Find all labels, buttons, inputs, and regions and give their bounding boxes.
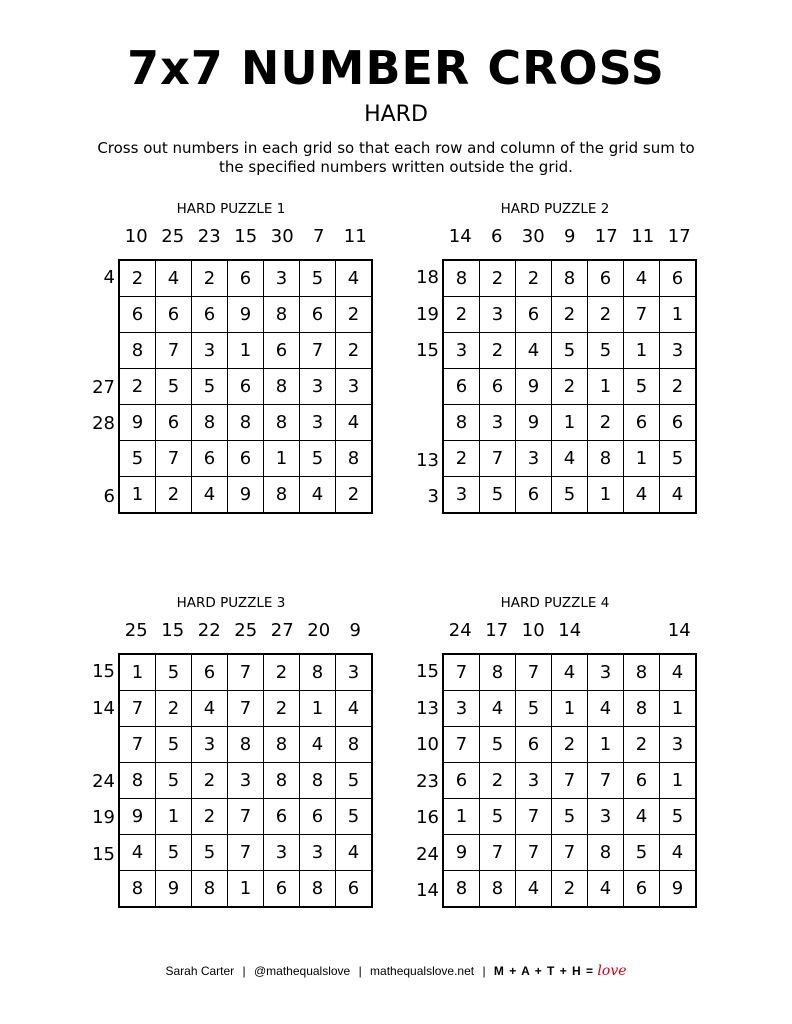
grid-row [443,260,696,297]
grid-cell[interactable]: 1 [588,727,624,763]
grid-cell[interactable]: 3 [336,369,373,405]
grid-cell[interactable]: 6 [480,369,516,405]
column-clue: 11 [343,226,367,247]
column-clue: 6 [491,226,503,247]
grid-cell[interactable]: 4 [336,835,373,871]
row-clue: 6 [103,486,115,507]
grid-cell[interactable]: 4 [516,333,552,369]
grid-row [443,763,696,799]
row-clue: 4 [103,267,115,288]
grid-cell[interactable]: 5 [156,763,192,799]
grid-cell[interactable]: 8 [480,654,516,691]
grid-row [119,691,372,727]
row-clue: 15 [416,661,439,682]
grid-cell[interactable]: 2 [588,297,624,333]
grid-cell[interactable]: 9 [228,477,264,514]
grid-cell[interactable]: 8 [228,405,264,441]
grid-cell[interactable]: 7 [516,654,552,691]
grid-cell[interactable]: 3 [264,835,300,871]
grid-cell[interactable]: 5 [119,441,156,477]
grid-cell[interactable]: 8 [264,763,300,799]
grid-row [119,441,372,477]
grid-cell[interactable]: 8 [264,405,300,441]
grid-cell[interactable]: 4 [192,477,228,514]
footer-website[interactable]: mathequalslove.net [370,964,475,978]
grid-cell[interactable]: 3 [516,763,552,799]
grid-cell[interactable]: 9 [119,405,156,441]
column-clue: 30 [521,226,545,247]
grid-cell[interactable]: 4 [588,871,624,908]
grid-cell[interactable]: 9 [119,799,156,835]
grid-cell[interactable]: 6 [156,405,192,441]
grid-cell[interactable]: 8 [443,405,480,441]
row-clue: 13 [416,449,439,471]
grid-cell[interactable]: 1 [228,871,264,908]
column-clue: 17 [594,226,618,247]
grid-cell[interactable]: 2 [156,691,192,727]
puzzle-title: HARD PUZZLE 4 [500,595,610,611]
grid-cell[interactable]: 8 [264,477,300,514]
grid-cell[interactable]: 5 [336,799,373,835]
grid-cell[interactable]: 2 [336,477,373,514]
footer-separator: | [242,964,246,978]
grid-cell[interactable]: 7 [516,835,552,871]
footer-brand-logo: M + A + T + H = [493,964,595,978]
grid-cell[interactable]: 3 [660,333,697,369]
grid-cell[interactable]: 8 [300,871,336,908]
grid-cell[interactable]: 4 [624,260,660,297]
grid-cell[interactable]: 1 [660,763,697,799]
grid-cell[interactable]: 5 [552,477,588,514]
row-clue: 19 [416,303,439,325]
grid-cell[interactable]: 3 [264,260,300,297]
column-clue: 11 [631,226,655,247]
grid-row [443,405,696,441]
grid-cell[interactable]: 7 [228,835,264,871]
grid-cell[interactable]: 2 [119,260,156,297]
grid-cell[interactable]: 6 [443,763,480,799]
grid-cell[interactable]: 3 [588,799,624,835]
grid-row [119,477,372,514]
column-clue: 22 [197,620,221,641]
grid-cell[interactable]: 5 [300,441,336,477]
column-clue: 9 [564,226,576,247]
grid-cell[interactable]: 9 [443,835,480,871]
column-clue: 20 [307,620,331,641]
grid-cell[interactable]: 3 [516,441,552,477]
grid-cell[interactable]: 4 [336,405,373,441]
grid-cell[interactable]: 8 [480,871,516,908]
grid-cell[interactable]: 2 [336,333,373,369]
grid-cell[interactable]: 8 [443,871,480,908]
grid-cell[interactable]: 4 [156,260,192,297]
grid-cell[interactable]: 6 [624,871,660,908]
grid-cell[interactable]: 9 [516,405,552,441]
footer-separator: | [358,964,362,978]
row-clue: 23 [416,770,439,792]
grid-cell[interactable]: 5 [480,799,516,835]
grid-cell[interactable]: 5 [624,369,660,405]
grid-cell[interactable]: 7 [588,763,624,799]
grid-cell[interactable]: 1 [300,691,336,727]
grid-cell[interactable]: 9 [156,871,192,908]
grid-cell[interactable]: 3 [192,333,228,369]
grid-cell[interactable]: 2 [192,260,228,297]
grid-cell[interactable]: 6 [228,441,264,477]
grid-cell[interactable]: 4 [624,477,660,514]
grid-cell[interactable]: 6 [192,654,228,691]
grid-cell[interactable]: 2 [156,477,192,514]
grid-row [443,835,696,871]
grid-cell[interactable]: 7 [480,441,516,477]
grid-cell[interactable]: 4 [300,477,336,514]
row-clue: 24 [92,770,115,792]
grid-cell[interactable]: 8 [300,763,336,799]
grid-cell[interactable]: 1 [552,691,588,727]
grid-cell[interactable]: 5 [660,441,697,477]
column-clue: 25 [161,226,185,247]
grid-cell[interactable]: 2 [552,369,588,405]
column-clue: 25 [234,620,258,641]
grid-cell[interactable]: 6 [336,871,373,908]
grid-cell[interactable]: 2 [443,297,480,333]
grid-row [443,333,696,369]
grid-cell[interactable]: 7 [443,654,480,691]
grid-cell[interactable]: 1 [264,441,300,477]
grid-cell[interactable]: 4 [588,691,624,727]
grid-cell[interactable]: 4 [516,871,552,908]
grid-cell[interactable]: 1 [588,477,624,514]
grid-row [119,763,372,799]
row-clue: 3 [427,486,439,507]
grid-cell[interactable]: 3 [443,333,480,369]
grid-cell[interactable]: 1 [588,369,624,405]
grid-cell[interactable]: 9 [516,369,552,405]
grid-cell[interactable]: 5 [624,835,660,871]
grid-row [119,799,372,835]
grid-cell[interactable]: 9 [660,871,697,908]
grid-cell[interactable]: 2 [516,260,552,297]
grid-cell[interactable]: 3 [228,763,264,799]
grid-cell[interactable]: 3 [192,727,228,763]
grid-cell[interactable]: 5 [480,727,516,763]
grid-cell[interactable]: 3 [480,405,516,441]
grid-cell[interactable]: 2 [336,297,373,333]
grid-cell[interactable]: 4 [336,260,373,297]
grid-cell[interactable]: 8 [119,333,156,369]
grid-cell[interactable]: 4 [119,835,156,871]
grid-row [443,799,696,835]
row-clue: 15 [92,843,115,865]
grid-cell[interactable]: 5 [156,727,192,763]
grid-cell[interactable]: 7 [552,835,588,871]
grid-cell[interactable]: 4 [300,727,336,763]
grid-cell[interactable]: 8 [624,691,660,727]
grid-row [443,297,696,333]
grid-cell[interactable]: 6 [300,297,336,333]
grid-cell[interactable]: 7 [228,691,264,727]
grid-cell[interactable]: 3 [300,405,336,441]
grid-cell[interactable]: 2 [552,727,588,763]
row-clue: 15 [92,661,115,682]
grid-cell[interactable]: 5 [588,333,624,369]
grid-cell[interactable]: 2 [480,763,516,799]
row-clue: 19 [92,807,115,828]
grid-row [119,727,372,763]
grid-cell[interactable]: 5 [192,369,228,405]
grid-cell[interactable]: 8 [552,260,588,297]
grid-row [443,369,696,405]
column-clue: 7 [313,226,325,247]
instructions: Cross out numbers in each grid so that each row and column of the grid sum to the specified numbers written outside the grid. [97,139,695,176]
grid-cell[interactable]: 7 [516,799,552,835]
row-clue: 10 [416,734,439,755]
grid-cell[interactable]: 6 [119,297,156,333]
number-grid [118,653,373,908]
grid-row [119,871,372,908]
grid-cell[interactable]: 1 [443,799,480,835]
difficulty-subtitle: HARD [364,102,428,127]
grid-cell[interactable]: 4 [624,799,660,835]
grid-cell[interactable]: 2 [192,763,228,799]
grid-cell[interactable]: 6 [156,297,192,333]
number-grid [118,259,373,514]
grid-cell[interactable]: 1 [624,441,660,477]
grid-cell[interactable]: 7 [300,333,336,369]
grid-cell[interactable]: 8 [443,260,480,297]
grid-row [443,477,696,514]
grid-cell[interactable]: 8 [588,835,624,871]
grid-cell[interactable]: 6 [624,405,660,441]
grid-cell[interactable]: 6 [264,799,300,835]
column-clue: 27 [270,620,294,641]
grid-cell[interactable]: 4 [480,691,516,727]
grid-cell[interactable]: 9 [228,297,264,333]
grid-row [443,654,696,691]
row-clue: 15 [416,340,439,361]
grid-cell[interactable]: 3 [443,477,480,514]
grid-cell[interactable]: 1 [624,333,660,369]
grid-cell[interactable]: 5 [480,477,516,514]
grid-cell[interactable]: 7 [552,763,588,799]
grid-cell[interactable]: 7 [228,654,264,691]
column-clue: 17 [485,620,509,641]
grid-row [119,405,372,441]
grid-cell[interactable]: 6 [264,871,300,908]
grid-row [119,654,372,691]
number-grid [442,653,697,908]
grid-cell[interactable]: 8 [624,654,660,691]
grid-cell[interactable]: 7 [156,333,192,369]
grid-cell[interactable]: 3 [300,835,336,871]
grid-cell[interactable]: 8 [336,727,373,763]
grid-cell[interactable]: 1 [660,297,697,333]
column-clue: 25 [124,620,148,641]
grid-cell[interactable]: 5 [552,799,588,835]
footer-brand-love: love [597,963,627,979]
row-clue: 13 [416,697,439,719]
grid-cell[interactable]: 3 [660,727,697,763]
grid-cell[interactable]: 2 [588,405,624,441]
grid-cell[interactable]: 5 [300,260,336,297]
grid-cell[interactable]: 7 [119,691,156,727]
column-clue: 23 [197,226,221,247]
grid-cell[interactable]: 5 [156,369,192,405]
grid-cell[interactable]: 2 [552,297,588,333]
column-clue: 15 [234,226,258,247]
grid-cell[interactable]: 8 [264,727,300,763]
column-clue: 24 [448,620,472,641]
footer-handle: @mathequalslove [253,964,351,978]
grid-row [119,260,372,297]
page-title: 7x7 NUMBER CROSS [127,41,665,95]
grid-cell[interactable]: 8 [300,654,336,691]
grid-cell[interactable]: 1 [660,691,697,727]
grid-cell[interactable]: 5 [156,654,192,691]
grid-row [443,441,696,477]
grid-cell[interactable]: 8 [119,871,156,908]
grid-cell[interactable]: 6 [516,297,552,333]
grid-cell[interactable]: 7 [228,799,264,835]
grid-cell[interactable]: 2 [480,333,516,369]
grid-cell[interactable]: 6 [192,441,228,477]
grid-cell[interactable]: 2 [119,369,156,405]
grid-cell[interactable]: 5 [192,835,228,871]
grid-cell[interactable]: 6 [516,727,552,763]
grid-cell[interactable]: 4 [660,477,697,514]
grid-cell[interactable]: 7 [156,441,192,477]
grid-cell[interactable]: 4 [660,835,697,871]
grid-cell[interactable]: 6 [660,405,697,441]
grid-cell[interactable]: 4 [552,441,588,477]
grid-cell[interactable]: 1 [119,477,156,514]
grid-cell[interactable]: 6 [516,477,552,514]
puzzle-title: HARD PUZZLE 3 [176,595,286,611]
grid-cell[interactable]: 2 [443,441,480,477]
grid-cell[interactable]: 2 [660,369,697,405]
row-clue: 24 [416,843,439,865]
grid-cell[interactable]: 7 [443,727,480,763]
grid-row [443,727,696,763]
grid-cell[interactable]: 1 [228,333,264,369]
grid-row [443,871,696,908]
footer-author: Sarah Carter [165,964,235,978]
grid-cell[interactable]: 8 [192,871,228,908]
grid-cell[interactable]: 5 [516,691,552,727]
grid-row [443,691,696,727]
grid-cell[interactable]: 8 [588,441,624,477]
column-clue: 14 [558,620,582,641]
grid-cell[interactable]: 2 [480,260,516,297]
grid-row [119,835,372,871]
grid-cell[interactable]: 6 [624,763,660,799]
column-clue: 14 [667,620,691,641]
footer [0,962,792,980]
grid-cell[interactable]: 5 [156,835,192,871]
column-clue: 14 [448,226,472,247]
grid-cell[interactable]: 2 [192,799,228,835]
column-clue: 10 [124,226,148,247]
grid-cell[interactable]: 2 [624,727,660,763]
grid-cell[interactable]: 6 [228,369,264,405]
grid-cell[interactable]: 8 [264,369,300,405]
grid-cell[interactable]: 3 [443,691,480,727]
grid-cell[interactable]: 4 [336,691,373,727]
grid-row [119,369,372,405]
grid-cell[interactable]: 3 [300,369,336,405]
column-clue: 9 [349,620,361,641]
grid-cell[interactable]: 8 [336,441,373,477]
row-clue: 16 [416,807,439,828]
column-clue: 30 [270,226,294,247]
row-clue: 27 [92,376,115,398]
grid-cell[interactable]: 6 [228,260,264,297]
column-clue: 17 [667,226,691,247]
column-clue: 15 [161,620,185,641]
number-grid [442,259,697,514]
grid-cell[interactable]: 2 [552,871,588,908]
grid-cell[interactable]: 3 [480,297,516,333]
grid-cell[interactable]: 7 [119,727,156,763]
grid-cell[interactable]: 5 [660,799,697,835]
puzzle-title: HARD PUZZLE 1 [176,201,286,217]
row-clue: 18 [416,267,439,288]
grid-cell[interactable]: 6 [192,297,228,333]
row-clue: 14 [416,880,439,901]
grid-cell[interactable]: 3 [336,654,373,691]
row-clue: 28 [92,413,115,434]
grid-cell[interactable]: 5 [552,333,588,369]
grid-cell[interactable]: 1 [552,405,588,441]
grid-cell[interactable]: 6 [264,333,300,369]
grid-cell[interactable]: 8 [264,297,300,333]
grid-cell[interactable]: 2 [264,654,300,691]
grid-cell[interactable]: 4 [660,654,697,691]
puzzle-title: HARD PUZZLE 2 [500,201,610,217]
grid-cell[interactable]: 4 [552,654,588,691]
grid-row [119,333,372,369]
grid-cell[interactable]: 4 [192,691,228,727]
footer-separator: | [482,964,486,978]
grid-row [119,297,372,333]
row-clue: 14 [92,697,115,719]
grid-cell[interactable]: 6 [588,260,624,297]
grid-cell[interactable]: 5 [336,763,373,799]
grid-cell[interactable]: 6 [300,799,336,835]
grid-cell[interactable]: 1 [119,654,156,691]
grid-cell[interactable]: 8 [192,405,228,441]
grid-cell[interactable]: 6 [660,260,697,297]
grid-cell[interactable]: 2 [264,691,300,727]
grid-cell[interactable]: 7 [480,835,516,871]
column-clue: 10 [521,620,545,641]
grid-cell[interactable]: 6 [443,369,480,405]
grid-cell[interactable]: 8 [228,727,264,763]
grid-cell[interactable]: 7 [624,297,660,333]
grid-cell[interactable]: 1 [156,799,192,835]
grid-cell[interactable]: 8 [119,763,156,799]
grid-cell[interactable]: 3 [588,654,624,691]
